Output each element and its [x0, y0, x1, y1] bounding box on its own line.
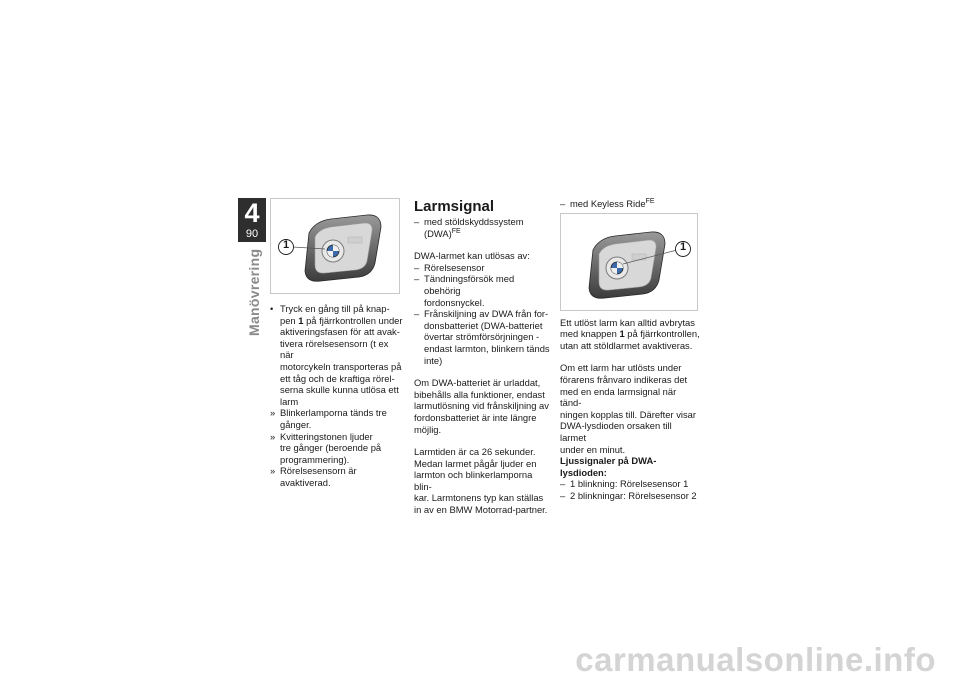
step-text-a: Tryck en gång till på knap-	[280, 303, 390, 314]
trigger-line: donsbatteriet (DWA-batteriet	[424, 319, 543, 331]
watermark: carmanualsonline.info	[575, 641, 936, 678]
paragraph-line: larmton och blinkerlamporna blin-	[414, 469, 533, 492]
trigger-text: fordonsnyckel.	[424, 296, 485, 308]
paragraph-line: fordonsbatteriet är inte längre	[414, 411, 537, 423]
trigger-line: övertar strömförsörjningen -	[424, 331, 540, 343]
step-line: serna skulle kunna utlösa ett	[280, 384, 399, 396]
paragraph-line: utan att stöldlarmet avaktiveras.	[560, 339, 693, 351]
chapter-number: 4	[244, 198, 260, 228]
result-text: Blinkerlamporna tänds tre	[280, 407, 387, 419]
trigger-item	[414, 308, 550, 366]
trigger-text: Rörelsesensor	[424, 261, 485, 273]
remote-key-figure-left	[270, 198, 400, 294]
dash-marker: –	[560, 489, 566, 501]
trigger-item	[414, 262, 550, 274]
paragraph-line: förarens frånvaro indikeras det	[560, 373, 688, 385]
chapter-title: Manövrering	[246, 248, 262, 336]
signal-item	[560, 490, 700, 502]
section-heading: Larmsignal	[414, 198, 495, 215]
requirement-text: med stöldskyddssystem	[424, 216, 524, 227]
paragraph-line: ningen kopplas till. Därefter visar	[560, 408, 697, 420]
step-line: motorcykeln transporteras på	[280, 360, 402, 372]
option-marker: FE	[451, 227, 461, 235]
paragraph-line: bibehålls alla funktioner, endast	[414, 388, 545, 400]
result-text: gånger.	[280, 418, 312, 430]
figure-callout: 1	[282, 239, 290, 251]
remote-key-illustration	[271, 199, 401, 295]
paragraph-line: Om DWA-batteriet är urladdat,	[414, 377, 541, 389]
remote-key-figure-right	[560, 213, 698, 311]
dash-marker: –	[414, 308, 420, 320]
cancel-alarm-paragraph	[560, 317, 700, 352]
trigger-line: inte)	[424, 354, 443, 366]
dash-marker: –	[414, 261, 420, 273]
trigger-line: Frånskiljning av DWA från for-	[424, 308, 549, 320]
result-text: Kvitteringstonen ljuder	[280, 430, 373, 442]
paragraph-line: under en minut.	[560, 443, 626, 455]
result-item	[270, 407, 404, 430]
paragraph-line: Om ett larm har utlösts under	[560, 362, 682, 374]
requirement-item	[414, 216, 550, 239]
page-number: 90	[245, 228, 259, 240]
paragraph-line: in av en BMW Motorrad-partner.	[414, 504, 548, 516]
step-text-c: på fjärrkontrollen under	[306, 314, 403, 326]
step-line: larm	[280, 395, 299, 407]
result-item	[270, 431, 404, 466]
chapter-tab	[238, 198, 266, 242]
battery-paragraph	[414, 377, 550, 435]
result-text: tre gånger (beroende på	[280, 442, 382, 454]
subheading-line: Ljussignaler på DWA-	[560, 455, 657, 467]
option-marker: FE	[645, 197, 655, 205]
requirement-text: med Keyless Ride	[570, 198, 646, 209]
signal-text: 2 blinkningar: Rörelsesensor 2	[570, 489, 697, 501]
step-ref-number: 1	[298, 314, 304, 326]
button-ref-number: 1	[619, 328, 625, 340]
trigger-line: endast larmton, blinkern tänds	[424, 342, 550, 354]
paragraph-line: Medan larmet pågår ljuder en	[414, 457, 537, 469]
paragraph-line: Larmtiden är ca 26 sekunder.	[414, 446, 536, 458]
column-right	[560, 198, 700, 502]
dash-marker: –	[414, 216, 420, 227]
requirement-text: (DWA)	[424, 227, 452, 239]
column-middle	[414, 198, 550, 516]
paragraph-line: Ett utlöst larm kan alltid avbrytas	[560, 316, 695, 328]
result-text: Rörelsesensorn är avaktiverad.	[280, 465, 357, 488]
column-left	[270, 198, 404, 489]
trigger-text: Tändningsförsök med obehörig	[424, 273, 515, 296]
dash-marker: –	[560, 198, 566, 209]
step-text-b: pen	[280, 314, 296, 326]
arrow-marker: »	[270, 430, 276, 442]
figure-callout: 1	[679, 240, 687, 253]
paragraph-line: med knappen	[560, 328, 617, 340]
paragraph-line: DWA-lysdioden orsaken till larmet	[560, 420, 672, 443]
paragraph-line: på fjärrkontrollen,	[627, 328, 700, 340]
step-line: tivera rörelsesensorn (t ex när	[280, 337, 389, 361]
dash-marker: –	[560, 478, 566, 490]
instruction-step	[270, 303, 404, 407]
paragraph-line: larmutlösning vid frånskiljning av	[414, 400, 549, 412]
signal-text: 1 blinkning: Rörelsesensor 1	[570, 478, 689, 490]
paragraph-line: med en enda larmsignal när tänd-	[560, 385, 677, 409]
step-line: aktiveringsfasen för att avak-	[280, 326, 400, 338]
paragraph-line: möjlig.	[414, 423, 442, 435]
paragraph-line: kar. Larmtonens typ kan ställas	[414, 492, 544, 504]
step-line: ett tåg och de kraftiga rörel-	[280, 372, 395, 384]
requirement-item	[560, 198, 700, 210]
arrow-marker: »	[270, 465, 276, 477]
alarm-duration-paragraph	[414, 446, 550, 516]
signal-item	[560, 478, 700, 490]
bullet-marker: •	[270, 303, 274, 314]
arrow-marker: »	[270, 407, 276, 419]
trigger-item	[414, 273, 550, 308]
subheading-line: lysdioden:	[560, 466, 607, 478]
dash-marker: –	[414, 273, 420, 285]
keyless-remote-illustration	[561, 214, 699, 312]
alarm-indication-paragraph	[560, 362, 700, 455]
result-item	[270, 465, 404, 488]
led-signals-heading	[560, 455, 700, 478]
trigger-intro: DWA-larmet kan utlösas av:	[414, 250, 530, 262]
result-text: programmering).	[280, 453, 350, 465]
